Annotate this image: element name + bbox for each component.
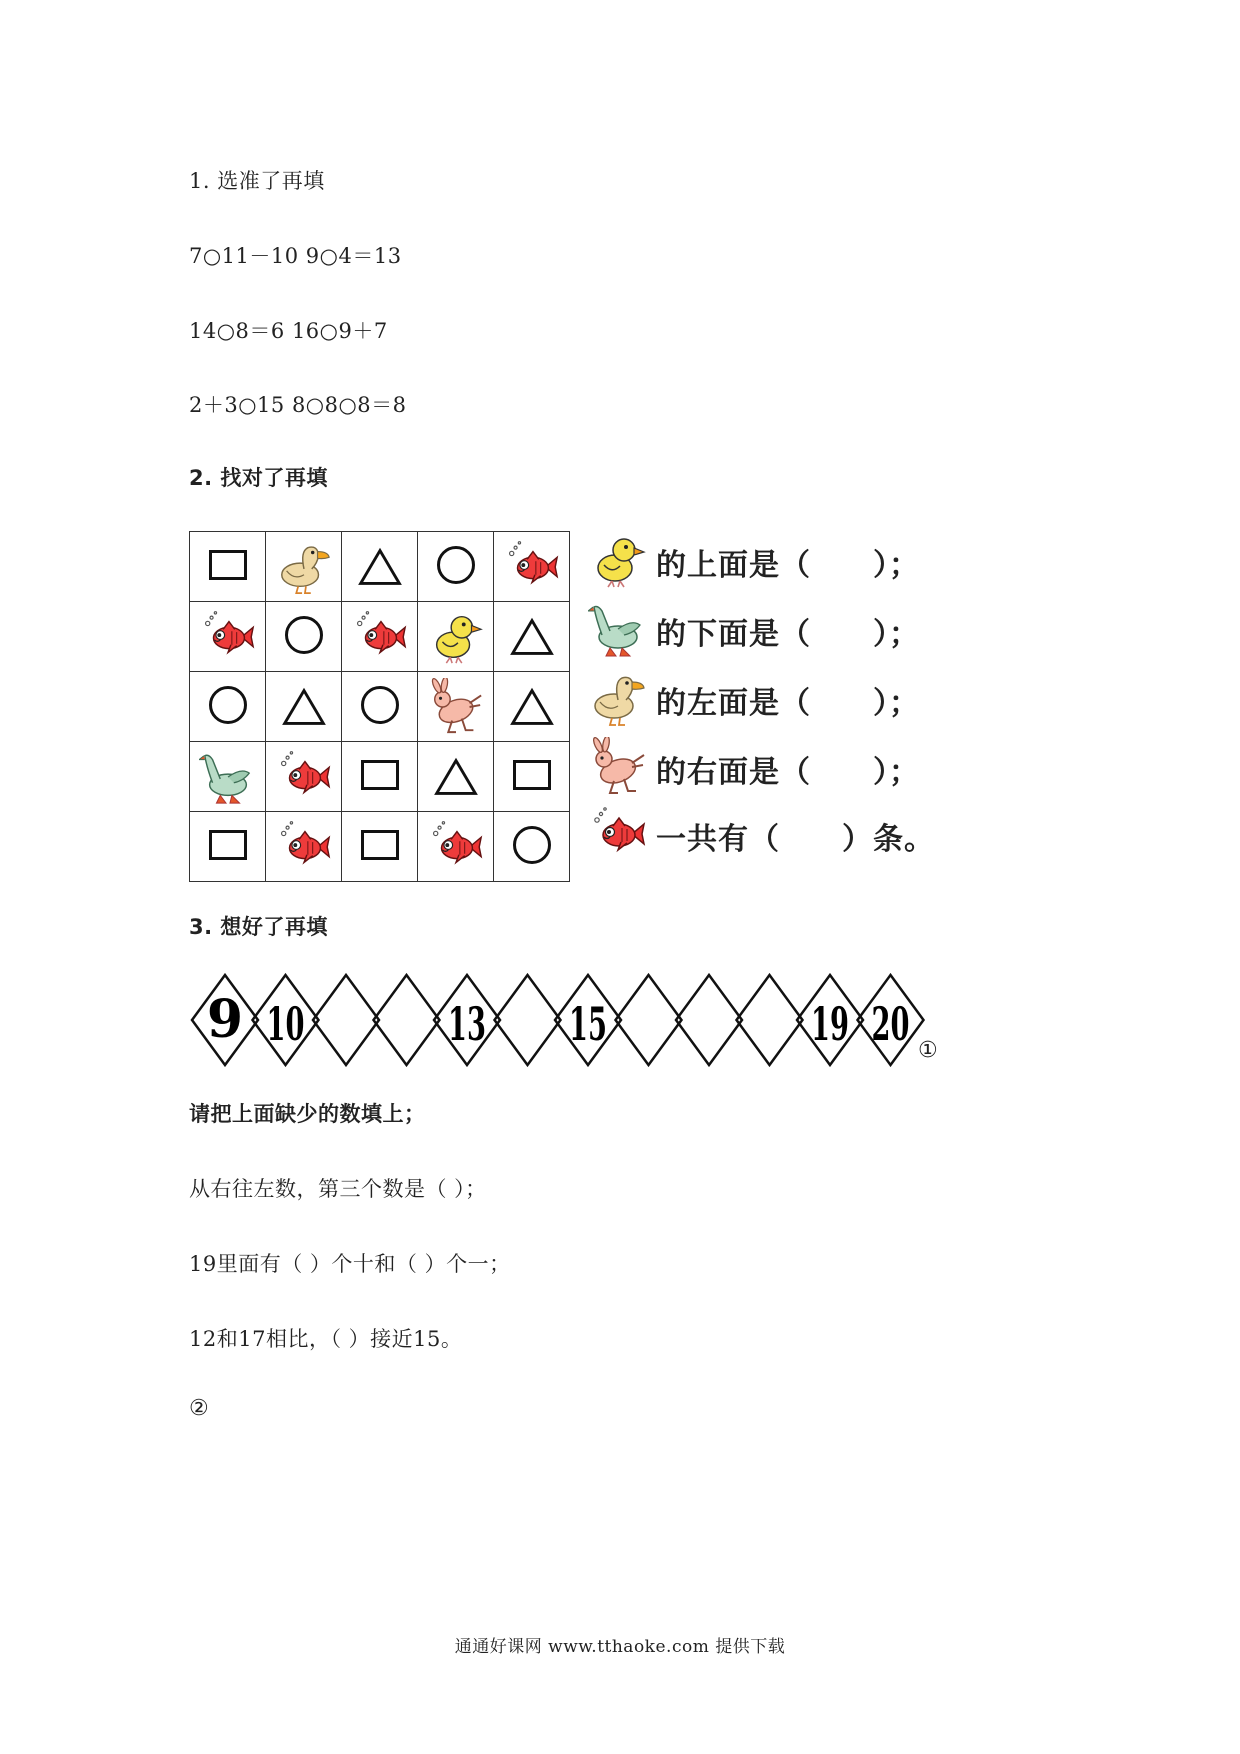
grid-row [190, 812, 570, 882]
number-diamond[interactable] [676, 975, 742, 1065]
grid-cell [494, 672, 570, 742]
fish-icon [342, 608, 417, 666]
grid-cell [494, 812, 570, 882]
grid-cell [342, 812, 418, 882]
grid-cell [190, 602, 266, 672]
circle-icon [285, 616, 323, 654]
fish-icon [190, 608, 265, 666]
duck-icon [588, 668, 648, 728]
section1-line-2: 14○8＝6 16○9＋7 [189, 319, 388, 343]
section3-line-3: 12和17相比，（ ）接近15。 [189, 1327, 463, 1351]
grid-row [190, 742, 570, 812]
triangle-icon [494, 678, 569, 736]
question-text-before-blank: 的右面是（ [656, 755, 811, 790]
triangle-icon [418, 748, 493, 806]
question-text-after-blank: ）； [873, 755, 920, 790]
section1-line-3: 2＋3○15 8○8○8＝8 [189, 393, 407, 417]
circle-icon [437, 546, 475, 584]
square-icon [209, 830, 247, 860]
number-diamond[interactable] [616, 975, 682, 1065]
number-diamond [434, 975, 500, 1065]
grid-cell [418, 602, 494, 672]
question-text [656, 814, 935, 858]
square-icon [361, 760, 399, 790]
question-text-before-blank: 的下面是（ [656, 617, 811, 652]
rabbit-icon [418, 678, 493, 736]
grid-cell [418, 672, 494, 742]
rabbit-icon [588, 737, 648, 797]
fish-icon [418, 818, 493, 876]
number-diamond [858, 975, 924, 1065]
section3-title: 3. 想好了再填 [189, 915, 328, 939]
grid-cell [342, 602, 418, 672]
grid-row [190, 672, 570, 742]
grid-cell [266, 602, 342, 672]
grid-row [190, 532, 570, 602]
chick-icon [588, 530, 648, 590]
grid-cell [266, 532, 342, 602]
number-diamond [253, 975, 319, 1065]
grid-cell [342, 672, 418, 742]
section1-line-1: 7○11－10 9○4＝13 [189, 244, 402, 268]
diamond-number: 10 [266, 996, 305, 1052]
grid-cell [418, 812, 494, 882]
grid-cell [190, 672, 266, 742]
marker-1: ① [918, 1038, 938, 1063]
fish-icon [588, 804, 648, 864]
question-text-after-blank: ）； [873, 686, 920, 721]
question-text-after-blank: ）； [873, 548, 920, 583]
grid-cell [494, 532, 570, 602]
grid-cell [494, 742, 570, 812]
number-diamond[interactable] [495, 975, 561, 1065]
diamond-number: 13 [448, 996, 486, 1052]
diamond-number: 9 [206, 989, 244, 1050]
grid-cell [418, 532, 494, 602]
section2-title: 2. 找对了再填 [189, 466, 328, 490]
number-diamond[interactable] [313, 975, 379, 1065]
question-text-before-blank: 的上面是（ [656, 548, 811, 583]
diamond-number: 15 [569, 996, 607, 1052]
grid-cell [190, 812, 266, 882]
grid-cell [266, 812, 342, 882]
number-diamond[interactable] [737, 975, 803, 1065]
circle-icon [209, 686, 247, 724]
question-text [656, 540, 920, 584]
grid-cell [342, 742, 418, 812]
grid-cell [190, 532, 266, 602]
triangle-icon [266, 678, 341, 736]
number-diamond [192, 975, 258, 1065]
chick-icon [418, 608, 493, 666]
triangle-icon [494, 608, 569, 666]
square-icon [513, 760, 551, 790]
fish-icon [494, 538, 569, 596]
grid-cell [342, 532, 418, 602]
diamond-number: 20 [871, 996, 910, 1052]
duck-icon [266, 538, 341, 596]
number-diamond[interactable] [374, 975, 440, 1065]
diamond-number: 19 [811, 996, 849, 1052]
number-diamond [555, 975, 621, 1065]
grid-cell [418, 742, 494, 812]
question-text-after-blank: ）； [873, 617, 920, 652]
question-text-before-blank: 一共有（ [656, 822, 780, 857]
section3-line-1: 从右往左数，第三个数是（ ）； [189, 1177, 487, 1201]
goose-icon [588, 599, 648, 659]
fish-icon [266, 818, 341, 876]
marker-2: ② [189, 1396, 210, 1421]
question-text-after-blank: ）条。 [842, 822, 935, 857]
number-diamond [797, 975, 863, 1065]
shape-grid [189, 531, 570, 882]
section3-line-2: 19里面有（ ）个十和（ ）个一； [189, 1252, 511, 1276]
square-icon [361, 830, 399, 860]
question-text [656, 678, 920, 722]
footer: 通通好课网 www.tthaoke.com 提供下载 [454, 1637, 786, 1657]
question-text-before-blank: 的左面是（ [656, 686, 811, 721]
circle-icon [513, 826, 551, 864]
square-icon [209, 550, 247, 580]
grid-cell [494, 602, 570, 672]
grid-cell [266, 672, 342, 742]
section1-title: 1. 选准了再填 [189, 169, 325, 193]
fish-icon [266, 748, 341, 806]
goose-icon [190, 748, 265, 806]
number-diamond-row [189, 972, 929, 1068]
grid-cell [266, 742, 342, 812]
grid-row [190, 602, 570, 672]
triangle-icon [342, 538, 417, 596]
question-text [656, 609, 920, 653]
section3-instruction: 请把上面缺少的数填上； [189, 1102, 426, 1126]
question-text [656, 747, 920, 791]
grid-cell [190, 742, 266, 812]
circle-icon [361, 686, 399, 724]
